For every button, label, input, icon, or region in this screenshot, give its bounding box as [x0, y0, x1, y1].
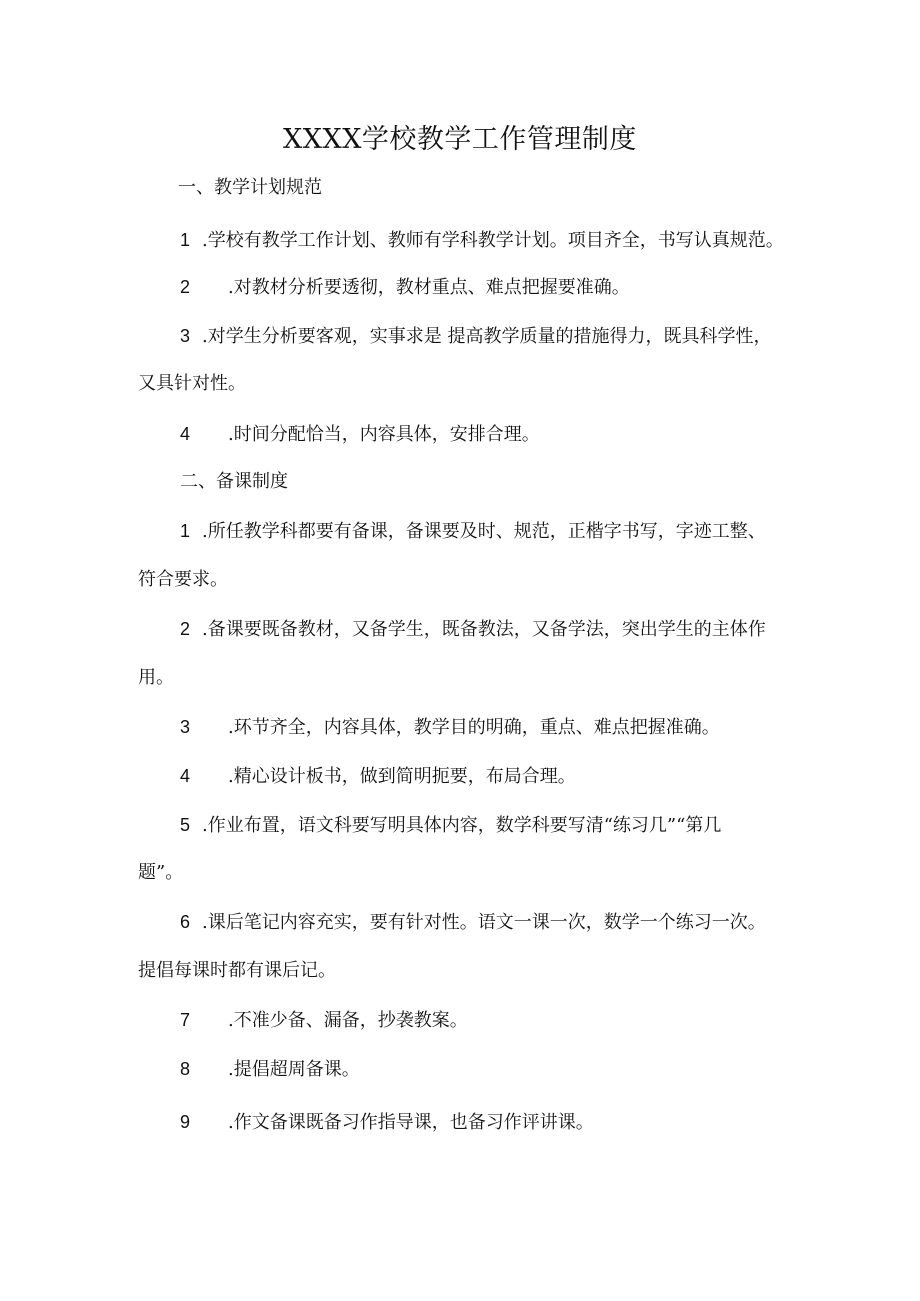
item-text: .时间分配恰当，内容具体，安排合理。: [228, 424, 540, 445]
item-number: 5: [180, 815, 191, 835]
item-continuation: 题”。: [138, 862, 184, 883]
item-continuation: 符合要求。: [138, 569, 228, 590]
section-heading-1: 一、教学计划规范: [178, 177, 322, 198]
list-item: [180, 228, 784, 253]
item-number: 8: [180, 1059, 191, 1079]
item-text: .对教材分析要透彻，教材重点、难点把握要准确。: [228, 277, 630, 298]
list-item: [180, 324, 771, 349]
item-number: 1: [180, 521, 191, 541]
item-continuation: 又具针对性。: [138, 373, 246, 394]
item-number: 7: [180, 1010, 191, 1030]
item-text: .作文备课既备习作指导课，也备习作评讲课。: [228, 1112, 594, 1133]
item-text: .对学生分析要客观，实事求是 提高教学质量的措施得力，既具科学性，: [202, 326, 772, 347]
item-text: .提倡超周备课。: [228, 1059, 360, 1080]
list-item: [180, 519, 766, 544]
list-item: [180, 910, 766, 935]
document-title: XXXX学校教学工作管理制度: [283, 124, 637, 155]
list-item: [180, 1008, 468, 1033]
list-item: [180, 275, 630, 300]
list-item: [180, 617, 766, 642]
item-number: 4: [180, 766, 191, 786]
item-text: .作业布置，语文科要写明具体内容，数学科要写清“练习几”“第几: [202, 815, 722, 836]
item-continuation: 用。: [138, 667, 174, 688]
list-item: [180, 813, 721, 838]
list-item: [180, 764, 576, 789]
item-number: 3: [180, 717, 191, 737]
item-continuation: 提倡每课时都有课后记。: [138, 960, 336, 981]
section-heading-2: 二、备课制度: [180, 471, 288, 492]
item-number: 3: [180, 326, 191, 346]
item-number: 4: [180, 424, 191, 444]
list-item: [180, 715, 720, 740]
item-text: .不准少备、漏备，抄袭教案。: [228, 1010, 468, 1031]
list-item: [180, 1110, 594, 1135]
list-item: [180, 422, 540, 447]
list-item: [180, 1057, 360, 1082]
item-number: 2: [180, 619, 191, 639]
item-text: .学校有教学工作计划、教师有学科教学计划。项目齐全，书写认真规范。: [202, 230, 784, 251]
item-number: 2: [180, 277, 191, 297]
item-number: 9: [180, 1112, 191, 1132]
item-text: .精心设计板书，做到简明扼要，布局合理。: [228, 766, 576, 787]
item-text: .课后笔记内容充实，要有针对性。语文一课一次，数学一个练习一次。: [202, 912, 766, 933]
item-text: .备课要既备教材，又备学生，既备教法，又备学法，突出学生的主体作: [202, 619, 766, 640]
item-text: .所任教学科都要有备课，备课要及时、规范，正楷字书写，字迹工整、: [202, 521, 766, 542]
item-text: .环节齐全，内容具体，教学目的明确，重点、难点把握准确。: [228, 717, 720, 738]
item-number: 1: [180, 230, 191, 250]
item-number: 6: [180, 912, 191, 932]
